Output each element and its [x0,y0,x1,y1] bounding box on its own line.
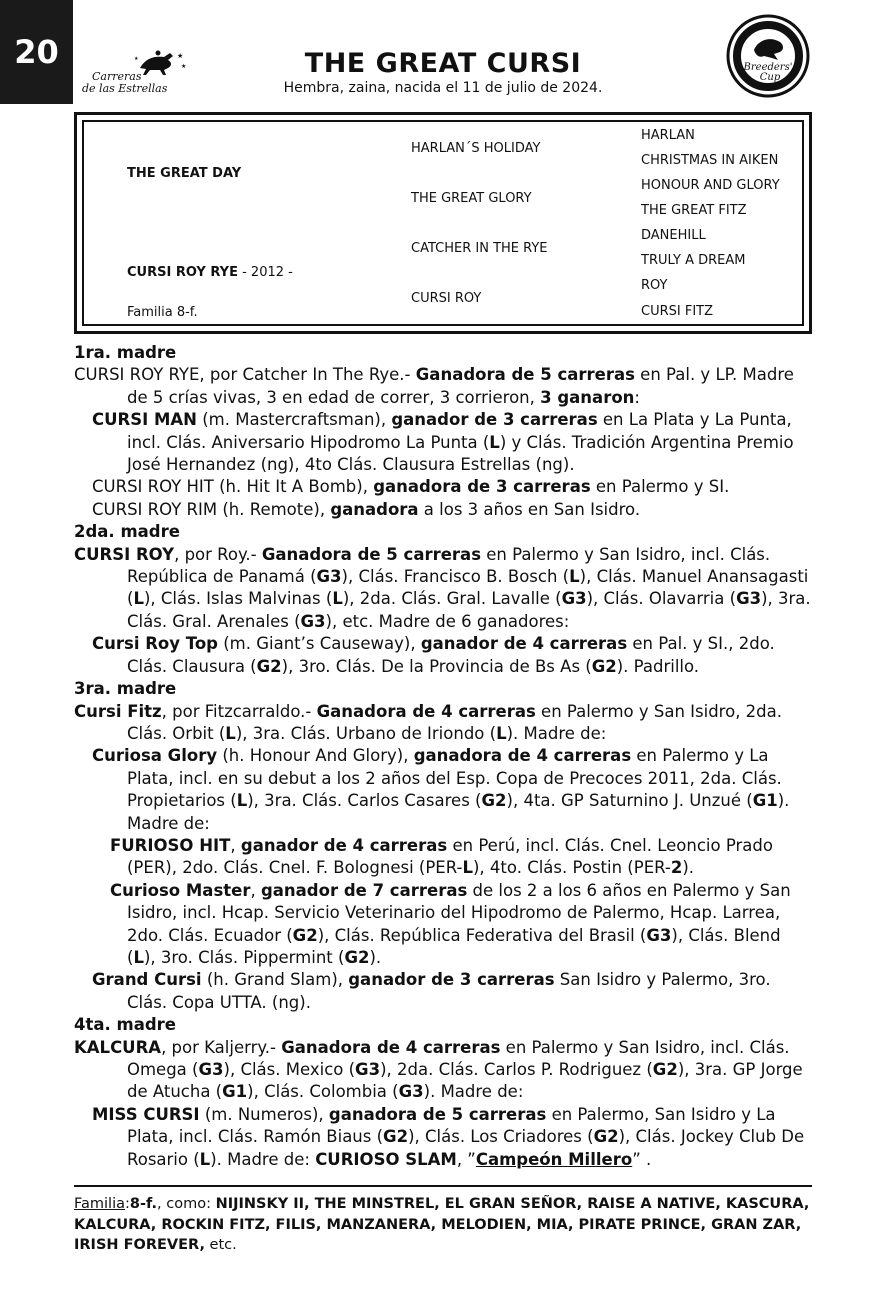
pedigree-g2-4: CURSI ROY [411,291,482,306]
dam-2-entry: CURSI ROY, por Roy.- Ganadora de 5 carreras en Palermo y San Isidro, incl. Clás. República de Panamá (G3), Clás. Francisco B. Bosch (L), Clás. Manuel Anansagasti (L), Clás. Islas Malvinas (L), 2da. Clás. Gral. Lavalle (G3), Clás. Olavarria (G3), 3ra. Clás. Gral. Arenales (G3), etc. Madre de 6 ganadores: [74,544,811,631]
heading-3ra-madre: 3ra. madre [74,679,177,699]
pedigree-g3-8: CURSI FITZ [641,304,714,319]
svg-text:★: ★ [177,52,184,60]
offspring-entry: CURSI ROY HIT (h. Hit It A Bomb), ganadora de 3 carreras en Palermo y SI. [92,477,730,497]
pedigree-g3-1: HARLAN [641,128,695,143]
heading-1ra-madre: 1ra. madre [74,343,177,362]
offspring-entry: Curiosa Glory (h. Honour And Glory), ganadora de 4 carreras en Palermo y La Plata, incl. en su debut a los 2 años del Esp. Copa de Precoces 2011, 2da. Clás. Propietarios (L), 3ra. Clás. Carlos Casares (G2), 4ta. GP Saturnino J. Unzué (G1). Madre de: [92,746,790,833]
heading-4ta-madre: 4ta. madre [74,1015,176,1035]
sire-name: THE GREAT DAY [127,166,242,181]
pedigree-g2-3: CATCHER IN THE RYE [411,241,548,256]
grand-offspring-entry: Curioso Master, ganador de 7 carreras de los 2 a los 6 años en Palermo y San Isidro, incl. Hcap. Servicio Veterinario del Hipodromo de Palermo, Hcap. Larrea, 2do. Clás. Ecuador (G2), Clás. República Federativa del Brasil (G3), Clás. Blend (L), 3ro. Clás. Pippermint (G2). [110,880,791,967]
svg-text:Cup: Cup [759,72,781,83]
pedigree-family: Familia 8-f. [127,305,198,320]
pedigree-g3-3: HONOUR AND GLORY [641,178,780,193]
dam-name: CURSI ROY RYE - 2012 - [127,265,293,280]
pedigree-g3-4: THE GREAT FITZ [641,203,747,218]
lot-number: 20 [0,0,73,104]
pedigree-g3-6: TRULY A DREAM [641,253,746,268]
produce-record [74,342,814,1171]
pedigree-g3-2: CHRISTMAS IN AIKEN [641,153,779,168]
svg-text:Breeders': Breeders' [743,62,793,73]
breeders-cup-logo [726,14,810,98]
grand-offspring-entry: FURIOSO HIT, ganador de 4 carreras en Perú, incl. Clás. Cnel. Leoncio Prado (PER), 2do. Clás. Cnel. F. Bolognesi (PER-L), 4to. Clás. Postin (PER-2). [110,835,773,878]
svg-text:★: ★ [181,63,187,70]
offspring-entry: CURSI MAN (m. Mastercraftsman), ganador de 3 carreras en La Plata y La Punta, incl. Clás. Aniversario Hipodromo La Punta (L) y Clás. Tradición Argentina Premio José Hernandez (ng), 4to Clás. Clausura Estrellas (ng). [92,410,794,475]
pedigree-g3-5: DANEHILL [641,228,706,243]
pedigree-g2-2: THE GREAT GLORY [411,191,532,206]
svg-text:★: ★ [134,56,139,62]
dam-1-entry: CURSI ROY RYE, por Catcher In The Rye.- Ganadora de 5 carreras en Pal. y LP. Madre de 5 crías vivas, 3 en edad de correr, 3 corrieron, 3 ganaron: [74,365,794,407]
heading-2da-madre: 2da. madre [74,522,180,542]
dam-4-entry: KALCURA, por Kaljerry.- Ganadora de 4 carreras en Palermo y San Isidro, incl. Clás. Omega (G3), Clás. Mexico (G3), 2da. Clás. Carlos P. Rodriguez (G2), 3ra. GP Jorge de Atucha (G1), Clás. Colombia (G3). Madre de: [74,1037,803,1102]
divider [74,1185,812,1187]
horse-description: Hembra, zaina, nacida el 11 de julio de 2024. [283,80,603,96]
pedigree-g3-7: ROY [641,278,668,293]
offspring-entry: Cursi Roy Top (m. Giant’s Causeway), ganador de 4 carreras en Pal. y SI., 2do. Clás. Clausura (G2), 3ro. Clás. De la Provincia de Bs As (G2). Padrillo. [92,634,775,676]
dam-3-entry: Cursi Fitz, por Fitzcarraldo.- Ganadora de 4 carreras en Palermo y San Isidro, 2da. Clás. Orbit (L), 3ra. Clás. Urbano de Iriondo (L). Madre de: [74,701,783,743]
offspring-entry: CURSI ROY RIM (h. Remote), ganadora a los 3 años en San Isidro. [92,499,641,519]
logo-line2: de las Estrellas [82,82,168,95]
offspring-entry: MISS CURSI (m. Numeros), ganadora de 5 carreras en Palermo, San Isidro y La Plata, incl. Clás. Ramón Biaus (G2), Clás. Los Criadores (G2), Clás. Jockey Club De Rosario (L). Madre de: CURIOSO SLAM, ”Campeón Millero” . [92,1104,805,1169]
pedigree-g2-1: HARLAN´S HOLIDAY [411,141,541,156]
offspring-entry: Grand Cursi (h. Grand Slam), ganador de 3 carreras San Isidro y Palermo, 3ro. Clás. Copa UTTA. (ng). [92,970,771,1012]
horse-name: THE GREAT CURSI [304,48,582,79]
logo-line1: Carreras [92,70,142,83]
family-footer: Familia:8-f., como: NIJINSKY II, THE MINSTREL, EL GRAN SEÑOR, RAISE A NATIVE, KASCURA, KALCURA, ROCKIN FITZ, FILIS, MANZANERA, MELODIEN, MIA, PIRATE PRINCE, GRAN ZAR, IRISH FOREVER, etc. [74,1196,810,1253]
